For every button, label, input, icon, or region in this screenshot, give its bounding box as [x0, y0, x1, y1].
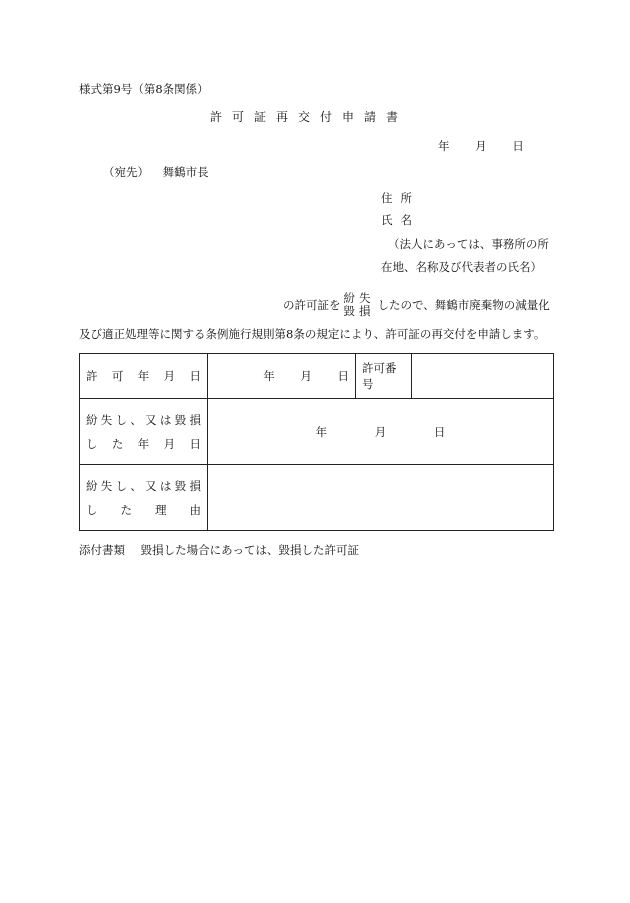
attachments: [79, 542, 359, 558]
attachments-text: 毀損した場合にあっては、毀損した許可証: [140, 543, 360, 557]
reason-label: [80, 465, 208, 531]
reason-label-line2: し た 理 由: [86, 502, 201, 517]
lost-month: 月: [374, 424, 387, 439]
permit-date-label: [80, 354, 208, 399]
lost-date-label: [80, 399, 208, 465]
form-number: 様式第9号（第8条関係）: [79, 82, 209, 96]
loss-or-damage-options: [344, 292, 375, 318]
lost-date-field[interactable]: [208, 399, 554, 465]
statement-suffix: したので、舞鶴市廃棄物の減量化: [377, 298, 550, 312]
permit-number-label: 許可番号: [356, 354, 412, 399]
permit-month: 月: [300, 369, 312, 383]
application-table: [79, 353, 554, 531]
table-row: [80, 354, 554, 399]
lost-date-label-line1: 紛 失 し 、 又 は 毀 損: [86, 412, 201, 427]
document-title: 許可証再交付申請書: [210, 110, 409, 124]
lost-year: 年: [315, 424, 328, 439]
date-month: 月: [475, 139, 488, 153]
date-day: 日: [512, 139, 525, 153]
application-date: [438, 138, 545, 154]
addressee-name: 舞鶴市長: [162, 165, 209, 179]
address-label: 住所: [381, 191, 420, 205]
table-row: [80, 465, 554, 531]
name-label: 氏名: [381, 213, 420, 227]
permit-date-label-text: 許 可 年 月 日: [86, 369, 201, 383]
applicant-note-line1: （法人にあっては、事務所の所: [388, 237, 549, 251]
applicant-note-line2: 在地、名称及び代表者の氏名）: [381, 260, 542, 274]
attachments-label: 添付書類: [79, 543, 125, 557]
table-row: [80, 399, 554, 465]
option-damaged: 毀損: [343, 304, 375, 318]
statement-prefix: の許可証を: [283, 298, 341, 312]
reason-field[interactable]: [208, 465, 554, 531]
option-lost: 紛失: [343, 291, 375, 305]
permit-day: 日: [337, 369, 349, 383]
statement-line2: 及び適正処理等に関する条例施行規則第8条の規定により、許可証の再交付を申請します。: [79, 327, 546, 341]
permit-date-field[interactable]: [208, 354, 356, 399]
lost-date-label-line2: し た 年 月 日: [86, 436, 201, 451]
permit-year: 年: [263, 369, 275, 383]
lost-day: 日: [433, 424, 446, 439]
permit-number-field[interactable]: [412, 354, 554, 399]
date-year: 年: [438, 139, 451, 153]
addressee-label: （宛先）: [103, 165, 149, 179]
reason-label-line1: 紛 失 し 、 又 は 毀 損: [86, 478, 201, 493]
addressee: [103, 164, 209, 180]
application-statement: [283, 292, 550, 318]
